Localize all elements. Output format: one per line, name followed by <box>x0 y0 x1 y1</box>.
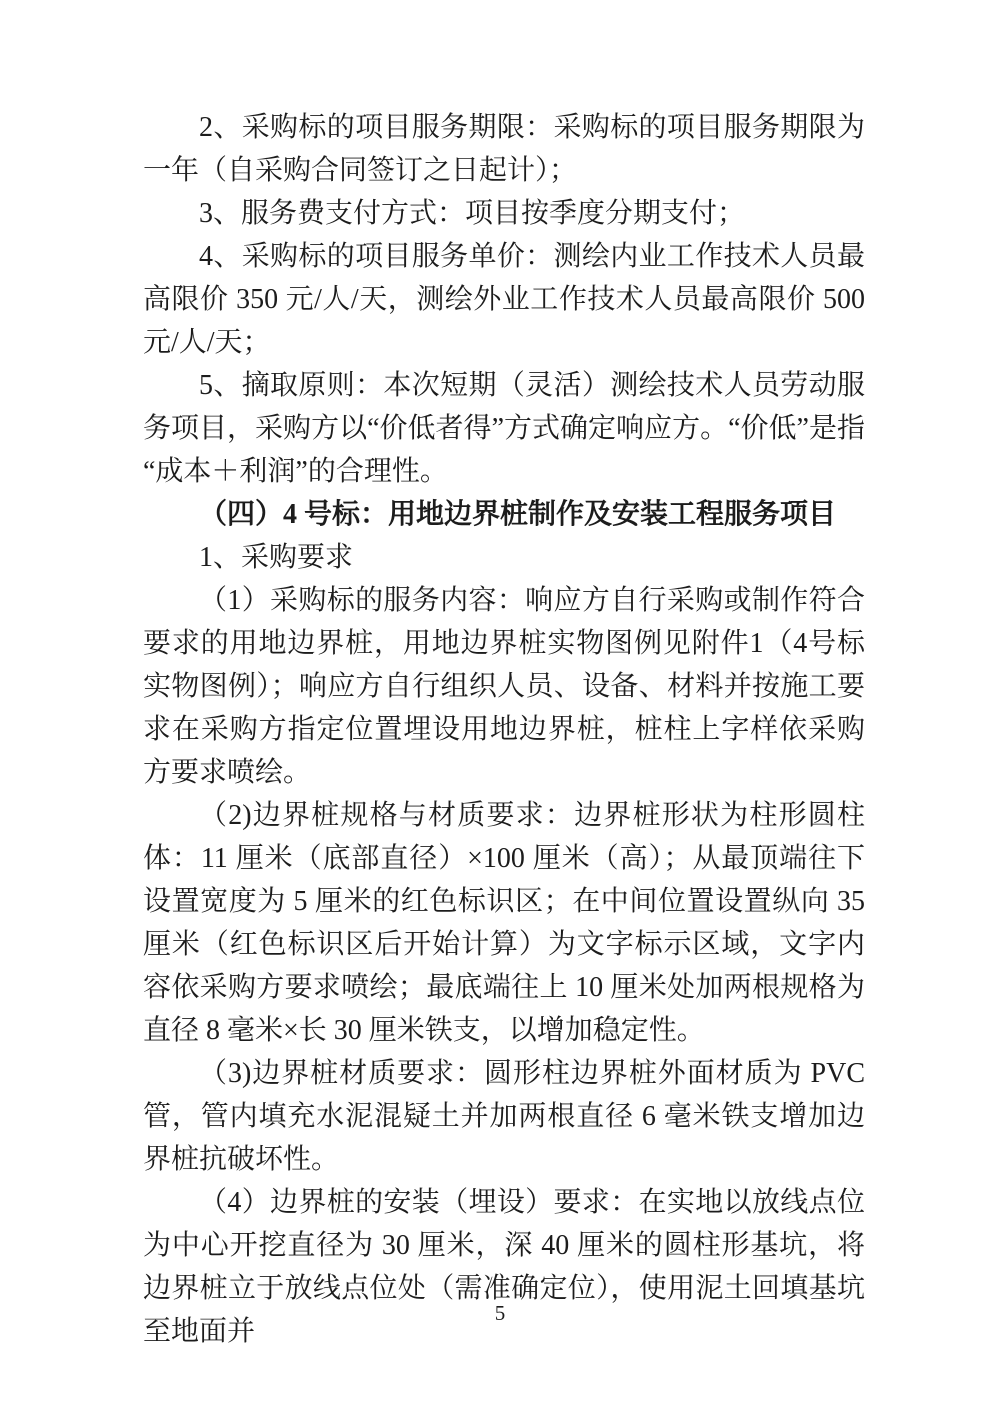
paragraph: （2)边界桩规格与材质要求：边界桩形状为柱形圆柱体：11 厘米（底部直径）×100 厘米（高）；从最顶端往下设置宽度为 5 厘米的红色标识区；在中间位置设置纵向 35 厘米（红色标识区后开始计算）为文字标示区域，文字内容依采购方要求喷绘；最底端往上 10 厘米处加两根规格为直径 8 毫米×长 30 厘米铁支，以增加稳定性。 <box>143 800 865 1046</box>
paragraph: 5、摘取原则：本次短期（灵活）测绘技术人员劳动服务项目，采购方以“价低者得”方式确定响应方。“价低”是指“成本＋利润”的合理性。 <box>143 370 865 487</box>
paragraph: （3)边界桩材质要求：圆形柱边界桩外面材质为 PVC 管，管内填充水泥混疑土并加两根直径 6 毫米铁支增加边界桩抗破坏性。 <box>143 1058 865 1175</box>
paragraph: 4、采购标的项目服务单价：测绘内业工作技术人员最高限价 350 元/人/天，测绘外业工作技术人员最高限价 500 元/人/天； <box>143 241 865 358</box>
paragraph: 3、服务费支付方式：项目按季度分期支付； <box>199 198 746 229</box>
paragraph: （4）边界桩的安装（埋设）要求：在实地以放线点位为中心开挖直径为 30 厘米，深 40 厘米的圆柱形基坑，将边界桩立于放线点位处（需准确定位），使用泥土回填基坑至地面并 <box>143 1187 865 1347</box>
paragraph: 2、采购标的项目服务期限：采购标的项目服务期限为一年（自采购合同签订之日起计）； <box>143 112 865 186</box>
paragraph: （1）采购标的服务内容：响应方自行采购或制作符合要求的用地边界桩，用地边界桩实物图例见附件1（4号标实物图例）；响应方自行组织人员、设备、材料并按施工要求在采购方指定位置埋设用地边界桩，桩柱上字样依采购方要求喷绘。 <box>143 585 865 788</box>
paragraph: 1、采购要求 <box>199 542 354 573</box>
section-heading: （四）4 号标：用地边界桩制作及安装工程服务项目 <box>199 499 837 530</box>
document-body <box>143 106 865 1353</box>
page-number: 5 <box>494 1301 506 1325</box>
